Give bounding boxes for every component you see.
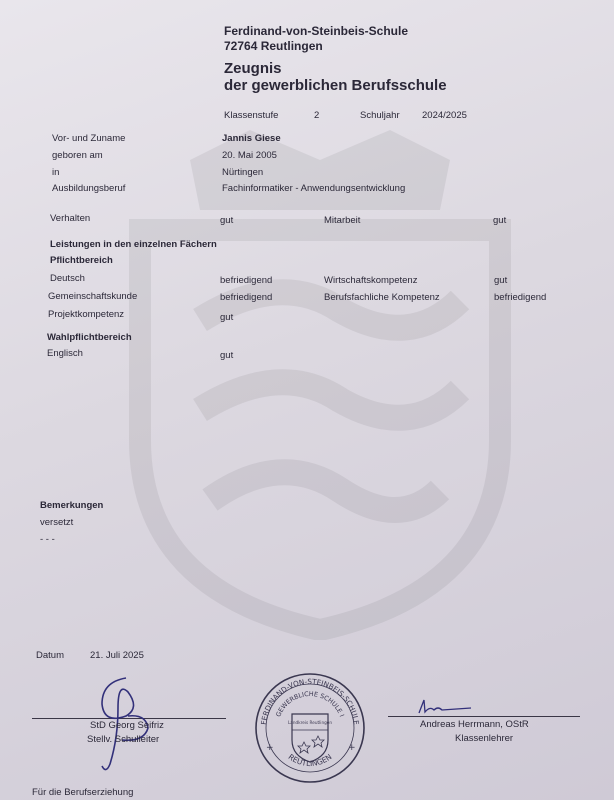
verhalten-label: Verhalten xyxy=(50,213,91,224)
klassenstufe-value: 2 xyxy=(314,110,320,121)
wahl-heading: Wahlpflichtbereich xyxy=(47,332,132,343)
grade-gemeinschaftskunde: befriedigend xyxy=(220,292,273,303)
birthplace-label: in xyxy=(52,167,60,178)
remarks-line1: versetzt xyxy=(40,517,74,528)
subject-wirtschaftskompetenz: Wirtschaftskompetenz xyxy=(324,275,418,286)
grade-deutsch: befriedigend xyxy=(220,275,273,286)
name-label: Vor- und Zuname xyxy=(52,133,126,144)
right-signatory-role: Klassenlehrer xyxy=(455,733,514,744)
seal-ring-bottom: REUTLINGEN xyxy=(286,752,334,769)
grade-englisch: gut xyxy=(220,350,234,361)
right-signatory-name: Andreas Herrmann, OStR xyxy=(420,719,529,730)
subject-berufsfachliche-kompetenz: Berufsfachliche Kompetenz xyxy=(324,292,440,303)
remarks-line2: - - - xyxy=(40,534,55,545)
birthdate-value: 20. Mai 2005 xyxy=(222,150,277,161)
mitarbeit-value: gut xyxy=(493,215,507,226)
school-city: 72764 Reutlingen xyxy=(224,39,323,53)
subject-gemeinschaftskunde: Gemeinschaftskunde xyxy=(48,291,138,302)
remarks-heading: Bemerkungen xyxy=(40,500,104,511)
footer-text: Für die Berufserziehung xyxy=(32,787,134,798)
birthplace-value: Nürtingen xyxy=(222,167,264,178)
profession-value: Fachinformatiker - Anwendungsentwicklung xyxy=(222,183,406,194)
birthdate-label: geboren am xyxy=(52,150,103,161)
verhalten-value: gut xyxy=(220,215,234,226)
school-seal xyxy=(252,670,368,786)
document-title: Zeugnis xyxy=(224,60,282,77)
grade-wirtschaftskompetenz: gut xyxy=(494,275,508,286)
schuljahr-value: 2024/2025 xyxy=(422,110,467,121)
subject-englisch: Englisch xyxy=(47,348,83,359)
left-signatory-role: Stellv. Schulleiter xyxy=(87,734,160,745)
seal-ring-top: FERDINAND-VON-STEINBEIS-SCHULE xyxy=(259,676,361,726)
mitarbeit-label: Mitarbeit xyxy=(324,215,361,226)
pflicht-heading: Pflichtbereich xyxy=(50,255,113,266)
subject-projektkompetenz: Projektkompetenz xyxy=(48,309,125,320)
date-label: Datum xyxy=(36,650,64,661)
school-name: Ferdinand-von-Steinbeis-Schule xyxy=(224,24,409,38)
grade-projektkompetenz: gut xyxy=(220,312,234,323)
svg-text:REUTLINGEN xyxy=(287,752,334,768)
seal-shield-text: Landkreis Reutlingen xyxy=(288,720,332,725)
name-value: Jannis Giese xyxy=(222,133,281,144)
profession-label: Ausbildungsberuf xyxy=(52,183,126,194)
subject-deutsch: Deutsch xyxy=(50,273,85,284)
right-handwritten-signature xyxy=(416,698,476,716)
seal-ring-inner: GEWERBLICHE SCHULE I xyxy=(274,689,346,719)
document-subtitle: der gewerblichen Berufsschule xyxy=(224,77,447,94)
seal-plus-left-icon: + xyxy=(266,743,274,753)
date-value: 21. Juli 2025 xyxy=(90,650,144,661)
left-signatory-name: StD Georg Seifriz xyxy=(90,720,164,731)
seal-plus-right-icon: + xyxy=(348,743,356,753)
coat-of-arms-watermark xyxy=(80,120,560,640)
seal-stars-icon xyxy=(292,730,328,753)
schuljahr-label: Schuljahr xyxy=(360,110,400,121)
svg-text:FERDINAND-VON-STEINBEIS-SCHULE xyxy=(259,677,361,726)
klassenstufe-label: Klassenstufe xyxy=(224,110,279,121)
right-signature-line xyxy=(388,716,580,717)
grade-berufsfachliche-kompetenz: befriedigend xyxy=(494,292,547,303)
grades-heading: Leistungen in den einzelnen Fächern xyxy=(50,239,217,250)
